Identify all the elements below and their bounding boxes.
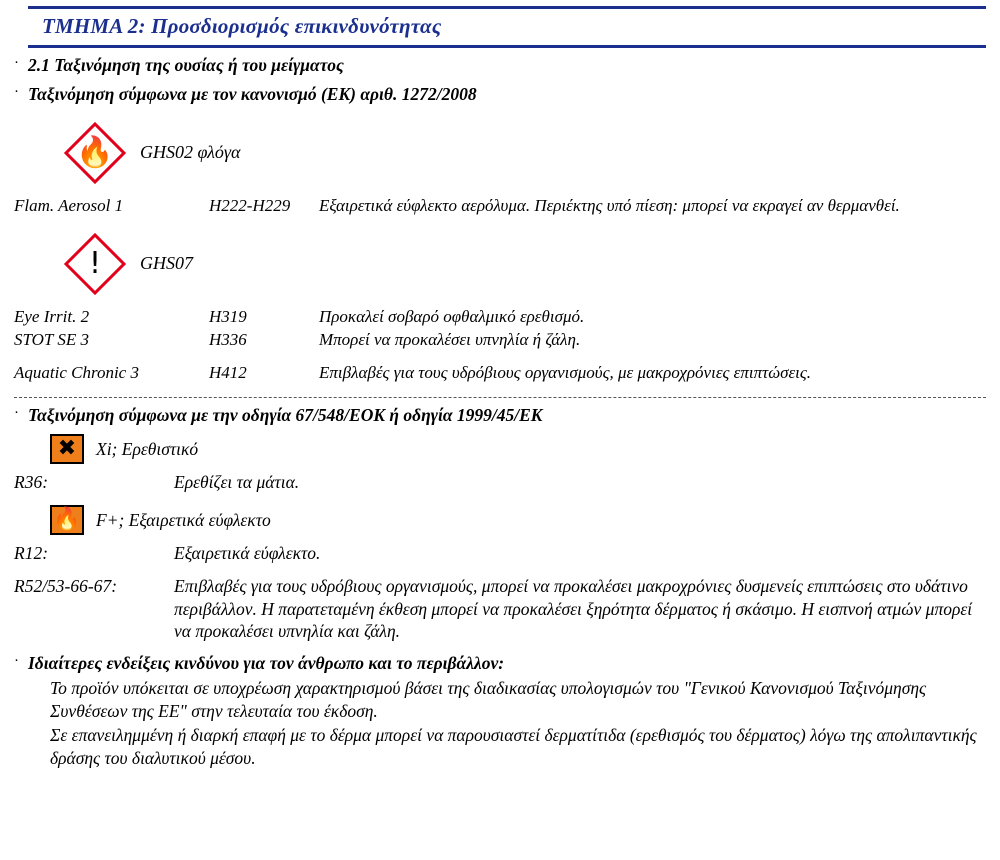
pictogram-row-ghs07 (64, 233, 986, 295)
F-plus-extremely-flammable-symbol (50, 505, 84, 535)
table-row (14, 468, 986, 497)
ghs07-exclamation-pictogram (64, 233, 126, 295)
bullet-special-indications (14, 652, 986, 675)
r-phrase-code: R12: (14, 543, 49, 563)
cross-icon: ✖ (57, 436, 77, 462)
sds-section-2-page (0, 6, 1000, 860)
hazard-code: H319 (209, 306, 247, 326)
special-indication-paragraph-2: Σε επανειλημμένη ή διαρκή επαφή με το δέρμα μπορεί να παρουσιαστεί δερματίτιδα (ερεθισμός του δέρματος) λόγω της απολιπαντικής δράσης του διαλυτικού μέσου. (50, 725, 977, 768)
table-row (14, 361, 986, 384)
hazard-statement: Προκαλεί σοβαρό οφθαλμικό ερεθισμό. (319, 306, 585, 326)
flame-icon: 🔥 (53, 507, 81, 532)
r-phrase-table-r12 (14, 539, 986, 568)
bullet-label: Ιδιαίτερες ενδείξεις κινδύνου για τον άνθρωπο και το περιβάλλον: (28, 653, 505, 673)
ghs07-label: GHS07 (140, 253, 193, 274)
bullet-directive-classification (14, 404, 986, 427)
table-row (14, 539, 986, 568)
table-row (14, 572, 986, 646)
flame-icon: 🔥 (76, 134, 114, 170)
bullet-dot-icon: · (14, 653, 19, 669)
hazard-statement: Επιβλαβές για τους υδρόβιους οργανισμούς, με μακροχρόνιες επιπτώσεις. (319, 363, 812, 383)
hazard-class: Eye Irrit. 2 (14, 306, 90, 326)
bullet-dot-icon: · (14, 83, 19, 100)
hazard-class: STOT SE 3 (14, 330, 89, 349)
clp-hazard-table-3 (14, 361, 986, 384)
r-phrase-text: Επιβλαβές για τους υδρόβιους οργανισμούς, μπορεί να προκαλέσει μακροχρόνιες δυσμενείς επιπτώσεις στο υδάτινο περιβάλλον. Η παρατεταμένη έκθεση μπορεί να προκαλέσει ξηρότητα δέρματος ή σκάσιμο. Η εισπνοή ατμών μπορεί να προκαλέσει υπνηλία και ζάλη. (174, 575, 973, 642)
bullet-2-1-classification (14, 54, 986, 77)
directive-symbol-label: F+; Εξαιρετικά εύφλεκτο (96, 509, 271, 530)
bullet-label: Ταξινόμηση σύμφωνα με τον κανονισμό (ΕΚ) αριθ. 1272/2008 (28, 83, 477, 104)
directive-symbol-row-xi (50, 434, 986, 464)
directive-symbol-row-fplus (50, 505, 986, 535)
r-phrase-code: R36: (14, 472, 49, 493)
clp-hazard-table-1 (14, 194, 986, 217)
bullet-dot-icon: · (14, 404, 19, 421)
hazard-code: H412 (209, 363, 247, 383)
table-row (14, 328, 986, 351)
ghs02-label: GHS02 φλόγα (140, 142, 241, 162)
section-divider (14, 397, 986, 398)
page-title: ΤΜΗΜΑ 2: Προσδιορισμός επικινδυνότητας (28, 6, 986, 48)
r-phrase-text: Εξαιρετικά εύφλεκτο. (174, 543, 321, 563)
section-body (0, 54, 1000, 770)
hazard-code: H222-H229 (209, 195, 291, 215)
hazard-statement: Μπορεί να προκαλέσει υπνηλία ή ζάλη. (319, 330, 581, 349)
r-phrase-table-r36 (14, 468, 986, 497)
r-phrase-text: Ερεθίζει τα μάτια. (174, 472, 300, 493)
table-row (14, 194, 986, 217)
r-phrase-code: R52/53-66-67: (14, 575, 118, 596)
bullet-clp-regulation (14, 83, 986, 106)
bullet-dot-icon: · (14, 55, 19, 71)
exclamation-mark-icon: ! (88, 245, 102, 281)
ghs02-flame-pictogram (64, 122, 126, 184)
table-row (14, 305, 986, 328)
bullet-label: 2.1 Ταξινόμηση της ουσίας ή του μείγματος (28, 55, 344, 75)
hazard-class: Aquatic Chronic 3 (14, 363, 139, 383)
directive-symbol-label: Xi; Ερεθιστικό (96, 438, 199, 459)
special-indication-paragraph-1: Το προϊόν υπόκειται σε υποχρέωση χαρακτηρισμού βάσει της διαδικασίας υπολογισμών του "Γενικού Κανονισμού Ταξινόμησης Συνθέσεων της ΕΕ" στην τελευταία του έκδοση. (50, 677, 927, 721)
pictogram-row-ghs02 (64, 122, 986, 184)
bullet-label: Ταξινόμηση σύμφωνα με την οδηγία 67/548/ΕΟΚ ή οδηγία 1999/45/ΕΚ (28, 404, 543, 425)
Xi-irritant-symbol (50, 434, 84, 464)
r-phrase-table-r52-53 (14, 572, 986, 646)
hazard-class: Flam. Aerosol 1 (14, 195, 124, 215)
hazard-code: H336 (209, 330, 247, 349)
clp-hazard-table-2 (14, 305, 986, 352)
hazard-statement: Εξαιρετικά εύφλεκτο αερόλυμα. Περιέκτης υπό πίεση: μπορεί να εκραγεί αν θερμανθεί. (319, 195, 900, 215)
